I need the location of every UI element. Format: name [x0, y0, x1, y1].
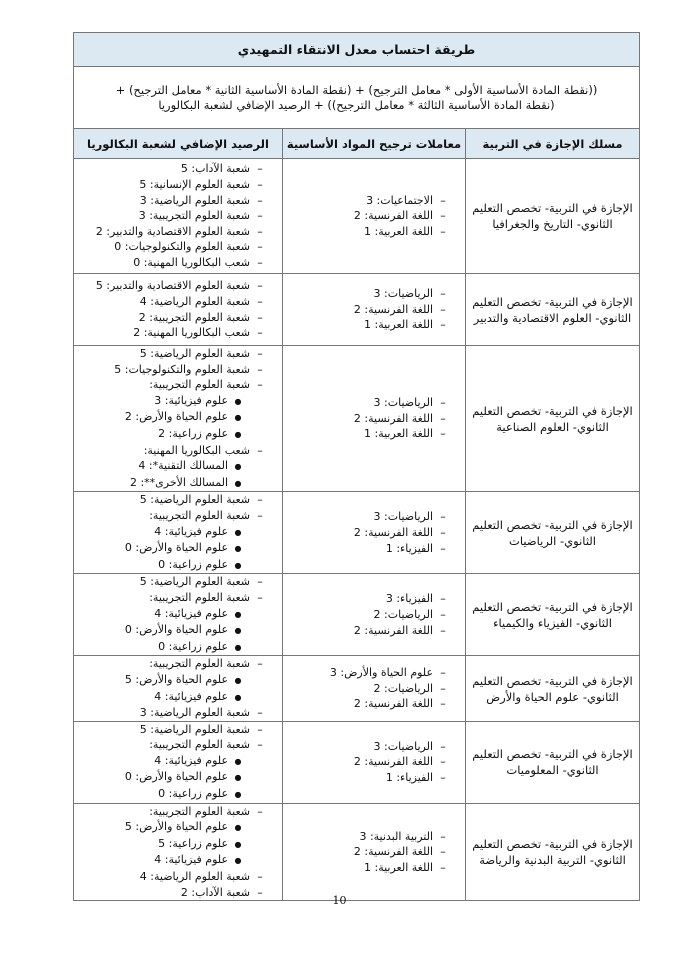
track-cell: الإجازة في التربية- تخصص التعليم الثانوي- المعلوميات [466, 721, 640, 803]
dash-marker: – [440, 193, 446, 207]
bonus-item [74, 639, 270, 656]
bonus-item [74, 753, 270, 770]
bonus-text: شعبة العلوم الرياضية: 5 [139, 722, 251, 736]
bonus-item [74, 836, 270, 853]
dash-marker: – [440, 608, 446, 622]
bonus-item [74, 508, 270, 524]
track-cell: الإجازة في التربية- تخصص التعليم الثانوي- العلوم الاقتصادية والتدبير [466, 274, 640, 346]
bonus-item [74, 524, 270, 541]
table-row [74, 492, 640, 574]
dash-marker: – [257, 575, 263, 589]
coefficient-item [283, 426, 453, 442]
bonus-text: شعبة العلوم التجريبية: [149, 804, 251, 818]
bonus-item [74, 786, 270, 803]
bonus-text: شعبة العلوم الرياضية: 4 [139, 294, 251, 308]
bonus-text: علوم زراعية: 2 [158, 426, 229, 440]
bonus-item [74, 426, 270, 443]
bonus-item [74, 869, 270, 885]
coefficient-item [283, 302, 453, 318]
dash-marker: – [440, 739, 446, 753]
table-row [74, 346, 640, 492]
coefficient-text: اللغة الفرنسية: 2 [353, 302, 434, 316]
coefficient-item [283, 665, 453, 681]
bonus-text: شعبة العلوم الاقتصادية والتدبير: 2 [95, 224, 251, 238]
coefficients-table [73, 32, 640, 901]
header-bonus: الرصيد الإضافي لشعبة البكالوريا [74, 129, 283, 159]
coefficient-text: الفيزياء: 1 [385, 541, 434, 555]
bonus-item [74, 325, 270, 341]
formula-line: (نقطة المادة الأساسية الثالثة * معامل الترجيح)) + الرصيد الإضافي لشعبة البكالوريا [158, 97, 555, 112]
coefficients-cell [283, 721, 466, 803]
dash-marker: – [257, 347, 263, 360]
bonus-item [74, 458, 270, 475]
bonus-text: شعبة العلوم الرياضية: 5 [139, 493, 251, 507]
dash-marker: – [440, 666, 446, 680]
page-number: 10 [332, 894, 347, 907]
coefficient-text: الرياضيات: 2 [373, 608, 434, 622]
track-cell: الإجازة في التربية- تخصص التعليم الثانوي- علوم الحياة والأرض [466, 656, 640, 721]
coefficient-item [283, 208, 453, 224]
coefficient-text: اللغة الفرنسية: 2 [353, 697, 434, 711]
coefficients-cell [283, 574, 466, 656]
bonus-item [74, 193, 270, 209]
header-coefficients: معاملات ترجيح المواد الأساسية [283, 129, 466, 159]
coefficient-text: التربية البدنية: 3 [359, 829, 434, 843]
bonus-item [74, 574, 270, 590]
bonus-text: علوم فيزيائية: 4 [154, 689, 229, 703]
dash-marker: – [440, 427, 446, 441]
bonus-text: شعبة الآداب: 2 [180, 885, 251, 899]
coefficient-text: اللغة العربية: 1 [364, 224, 434, 238]
coefficient-item [283, 224, 453, 240]
bonus-text: شعبة العلوم الرياضية: 5 [139, 347, 251, 360]
coefficient-item [283, 509, 453, 525]
bonus-item [74, 177, 270, 193]
dash-marker: – [257, 443, 263, 457]
bonus-item [74, 362, 270, 378]
bullet-marker: ● [234, 560, 242, 570]
bonus-item [74, 377, 270, 393]
dash-marker: – [257, 294, 263, 308]
bonus-text: علوم الحياة والأرض: 0 [124, 541, 229, 555]
bullet-marker: ● [234, 756, 242, 766]
bonus-text: علوم الحياة والأرض: 2 [124, 410, 229, 424]
bullet-marker: ● [234, 609, 242, 619]
bonus-cell [74, 574, 283, 656]
coefficient-item [283, 754, 453, 770]
dash-marker: – [440, 845, 446, 859]
bonus-text: علوم فيزيائية: 3 [154, 393, 229, 407]
bonus-text: شعبة العلوم الرياضية: 3 [139, 193, 251, 207]
bonus-item [74, 475, 270, 492]
coefficient-text: الرياضيات: 3 [373, 510, 434, 524]
bonus-text: علوم فيزيائية: 4 [154, 524, 229, 538]
bonus-cell [74, 656, 283, 721]
bonus-text: علوم الحياة والأرض: 5 [124, 672, 229, 686]
bonus-text: علوم فيزيائية: 4 [154, 753, 229, 767]
bonus-cell [74, 346, 283, 492]
bonus-item [74, 804, 270, 820]
coefficient-item [283, 739, 453, 755]
bonus-item [74, 852, 270, 869]
bullet-marker: ● [234, 773, 242, 783]
bonus-text: شعب البكالوريا المهنية: [143, 443, 251, 457]
bullet-marker: ● [234, 856, 242, 866]
bonus-item [74, 557, 270, 574]
coefficient-item [283, 541, 453, 557]
bullet-marker: ● [234, 642, 242, 652]
dash-marker: – [257, 178, 263, 192]
bonus-item [74, 590, 270, 606]
coefficient-item [283, 591, 453, 607]
coefficient-item [283, 395, 453, 411]
bonus-item [74, 606, 270, 623]
bonus-text: شعبة الآداب: 5 [180, 162, 251, 176]
bonus-text: المسالك التقنية*: 4 [138, 459, 229, 473]
bonus-text: علوم زراعية: 0 [158, 787, 229, 801]
track-cell: الإجازة في التربية- تخصص التعليم الثانوي- التربية البدنية والرياضة [466, 803, 640, 901]
coefficient-text: الرياضيات: 3 [373, 287, 434, 301]
bonus-item [74, 161, 270, 177]
dash-marker: – [257, 240, 263, 254]
coefficients-cell [283, 159, 466, 274]
bonus-item [74, 656, 270, 672]
bonus-item [74, 278, 270, 294]
dash-marker: – [440, 770, 446, 784]
bullet-marker: ● [234, 823, 242, 833]
coefficient-text: اللغة العربية: 1 [364, 860, 434, 874]
bonus-text: شعبة العلوم التجريبية: [149, 508, 251, 522]
bonus-item [74, 672, 270, 689]
bonus-cell [74, 159, 283, 274]
bullet-marker: ● [234, 839, 242, 849]
dash-marker: – [257, 224, 263, 238]
bonus-text: شعبة العلوم التجريبية: 2 [138, 310, 251, 324]
coefficients-cell [283, 346, 466, 492]
dash-marker: – [440, 510, 446, 524]
bonus-cell [74, 274, 283, 346]
coefficient-text: علوم الحياة والأرض: 3 [329, 666, 434, 680]
bonus-item [74, 722, 270, 738]
coefficient-text: اللغة الفرنسية: 2 [353, 755, 434, 769]
bonus-text: شعبة العلوم الرياضية: 5 [139, 575, 251, 589]
bullet-marker: ● [234, 692, 242, 702]
coefficient-text: الرياضيات: 2 [373, 681, 434, 695]
bonus-cell [74, 803, 283, 901]
dash-marker: – [440, 396, 446, 410]
bullet-marker: ● [234, 675, 242, 685]
bonus-text: علوم الحياة والأرض: 0 [124, 623, 229, 637]
dash-marker: – [440, 411, 446, 425]
dash-marker: – [440, 302, 446, 316]
coefficient-item [283, 681, 453, 697]
dash-marker: – [440, 697, 446, 711]
bonus-text: علوم زراعية: 0 [158, 639, 229, 653]
track-cell: الإجازة في التربية- تخصص التعليم الثانوي- الرياضيات [466, 492, 640, 574]
bonus-item [74, 622, 270, 639]
coefficients-cell [283, 656, 466, 721]
dash-marker: – [440, 755, 446, 769]
bonus-text: شعبة العلوم التجريبية: 3 [138, 209, 251, 223]
dash-marker: – [440, 623, 446, 637]
coefficient-text: الاجتماعيات: 3 [366, 193, 434, 207]
bullet-marker: ● [234, 544, 242, 554]
header-track: مسلك الإجازة في التربية [466, 129, 640, 159]
bonus-cell [74, 721, 283, 803]
dash-marker: – [440, 860, 446, 874]
bonus-item [74, 255, 270, 271]
bullet-marker: ● [234, 396, 242, 406]
bonus-text: شعبة العلوم والتكنولوجيات: 0 [114, 240, 251, 254]
dash-marker: – [257, 378, 263, 392]
bonus-text: شعبة العلوم التجريبية: [149, 378, 251, 392]
table-title: طريقة احتساب معدل الانتقاء التمهيدي [74, 33, 640, 67]
bonus-item [74, 346, 270, 362]
coefficient-item [283, 829, 453, 845]
bonus-text: علوم الحياة والأرض: 0 [124, 770, 229, 784]
dash-marker: – [257, 804, 263, 818]
dash-marker: – [440, 287, 446, 301]
bonus-text: علوم زراعية: 0 [158, 557, 229, 571]
bonus-cell [74, 492, 283, 574]
dash-marker: – [257, 508, 263, 522]
coefficient-text: الفيزياء: 3 [385, 592, 434, 606]
coefficient-text: اللغة العربية: 1 [364, 318, 434, 332]
bullet-marker: ● [234, 790, 242, 800]
bonus-item [74, 443, 270, 459]
bonus-item [74, 239, 270, 255]
dash-marker: – [257, 279, 263, 293]
coefficient-item [283, 770, 453, 786]
coefficient-text: اللغة الفرنسية: 2 [353, 411, 434, 425]
bonus-item [74, 492, 270, 508]
bonus-item [74, 540, 270, 557]
dash-marker: – [440, 209, 446, 223]
coefficient-text: اللغة العربية: 1 [364, 427, 434, 441]
bonus-text: شعبة العلوم الإنسانية: 5 [139, 178, 251, 192]
coefficient-text: اللغة الفرنسية: 2 [353, 209, 434, 223]
bonus-text: علوم فيزيائية: 4 [154, 853, 229, 867]
dash-marker: – [440, 829, 446, 843]
dash-marker: – [257, 193, 263, 207]
table-row [74, 274, 640, 346]
dash-marker: – [440, 526, 446, 540]
track-cell: الإجازة في التربية- تخصص التعليم الثانوي- العلوم الصناعية [466, 346, 640, 492]
bullet-marker: ● [234, 429, 242, 439]
table-row [74, 574, 640, 656]
bonus-item [74, 208, 270, 224]
table-row [74, 159, 640, 274]
bonus-text: المسالك الأخرى**: 2 [129, 475, 229, 489]
coefficients-cell [283, 274, 466, 346]
coefficient-item [283, 317, 453, 333]
dash-marker: – [440, 681, 446, 695]
table-row [74, 656, 640, 721]
bonus-item [74, 737, 270, 753]
coefficient-item [283, 193, 453, 209]
bonus-item [74, 409, 270, 426]
table-row [74, 803, 640, 901]
coefficient-item [283, 696, 453, 712]
dash-marker: – [257, 722, 263, 736]
dash-marker: – [257, 162, 263, 176]
coefficient-item [283, 844, 453, 860]
bonus-item [74, 224, 270, 240]
dash-marker: – [257, 885, 263, 899]
coefficient-text: اللغة الفرنسية: 2 [353, 845, 434, 859]
bullet-marker: ● [234, 626, 242, 636]
coefficient-item [283, 525, 453, 541]
bonus-item [74, 769, 270, 786]
dash-marker: – [440, 224, 446, 238]
coefficient-text: الرياضيات: 3 [373, 396, 434, 410]
dash-marker: – [257, 209, 263, 223]
coefficient-text: اللغة الفرنسية: 2 [353, 526, 434, 540]
coefficient-item [283, 411, 453, 427]
track-cell: الإجازة في التربية- تخصص التعليم الثانوي- التاريخ والجغرافيا [466, 159, 640, 274]
dash-marker: – [257, 493, 263, 507]
bonus-text: شعبة العلوم الرياضية: 3 [139, 706, 251, 720]
bullet-marker: ● [234, 413, 242, 423]
bonus-text: شعبة العلوم التجريبية: [149, 738, 251, 752]
dash-marker: – [257, 738, 263, 752]
bonus-text: علوم زراعية: 5 [158, 836, 229, 850]
coefficients-cell [283, 803, 466, 901]
dash-marker: – [257, 326, 263, 340]
dash-marker: – [257, 310, 263, 324]
coefficient-text: الفيزياء: 1 [385, 770, 434, 784]
bonus-item [74, 689, 270, 706]
bonus-text: شعب البكالوريا المهنية: 2 [133, 326, 251, 340]
coefficients-cell [283, 492, 466, 574]
bonus-item [74, 705, 270, 721]
dash-marker: – [257, 255, 263, 269]
bonus-item [74, 294, 270, 310]
bullet-marker: ● [234, 478, 242, 488]
bonus-text: علوم الحياة والأرض: 5 [124, 820, 229, 834]
coefficient-item [283, 860, 453, 876]
dash-marker: – [440, 592, 446, 606]
dash-marker: – [257, 590, 263, 604]
bonus-item [74, 310, 270, 326]
bonus-text: شعبة العلوم الاقتصادية والتدبير: 5 [95, 279, 251, 293]
coefficient-item [283, 607, 453, 623]
dash-marker: – [257, 706, 263, 720]
bonus-text: شعب البكالوريا المهنية: 0 [133, 255, 251, 269]
bonus-text: شعبة العلوم التجريبية: [149, 657, 251, 671]
formula-line: ((نقطة المادة الأساسية الأولى * معامل الترجيح) + (نقطة المادة الأساسية الثانية * معامل الترجيح) + [115, 82, 598, 97]
coefficient-item [283, 623, 453, 639]
bullet-marker: ● [234, 527, 242, 537]
dash-marker: – [257, 870, 263, 884]
bonus-text: علوم فيزيائية: 4 [154, 606, 229, 620]
table-row [74, 721, 640, 803]
dash-marker: – [440, 318, 446, 332]
bonus-text: شعبة العلوم والتكنولوجيات: 5 [114, 362, 251, 376]
bullet-marker: ● [234, 462, 242, 472]
coefficient-text: اللغة الفرنسية: 2 [353, 623, 434, 637]
bonus-text: شعبة العلوم الرياضية: 4 [139, 870, 251, 884]
coefficient-item [283, 286, 453, 302]
track-cell: الإجازة في التربية- تخصص التعليم الثانوي- الفيزياء والكيمياء [466, 574, 640, 656]
dash-marker: – [257, 657, 263, 671]
formula [74, 67, 640, 129]
bonus-item [74, 393, 270, 410]
bonus-text: شعبة العلوم التجريبية: [149, 590, 251, 604]
bonus-item [74, 819, 270, 836]
dash-marker: – [257, 362, 263, 376]
dash-marker: – [440, 541, 446, 555]
coefficient-text: الرياضيات: 3 [373, 739, 434, 753]
